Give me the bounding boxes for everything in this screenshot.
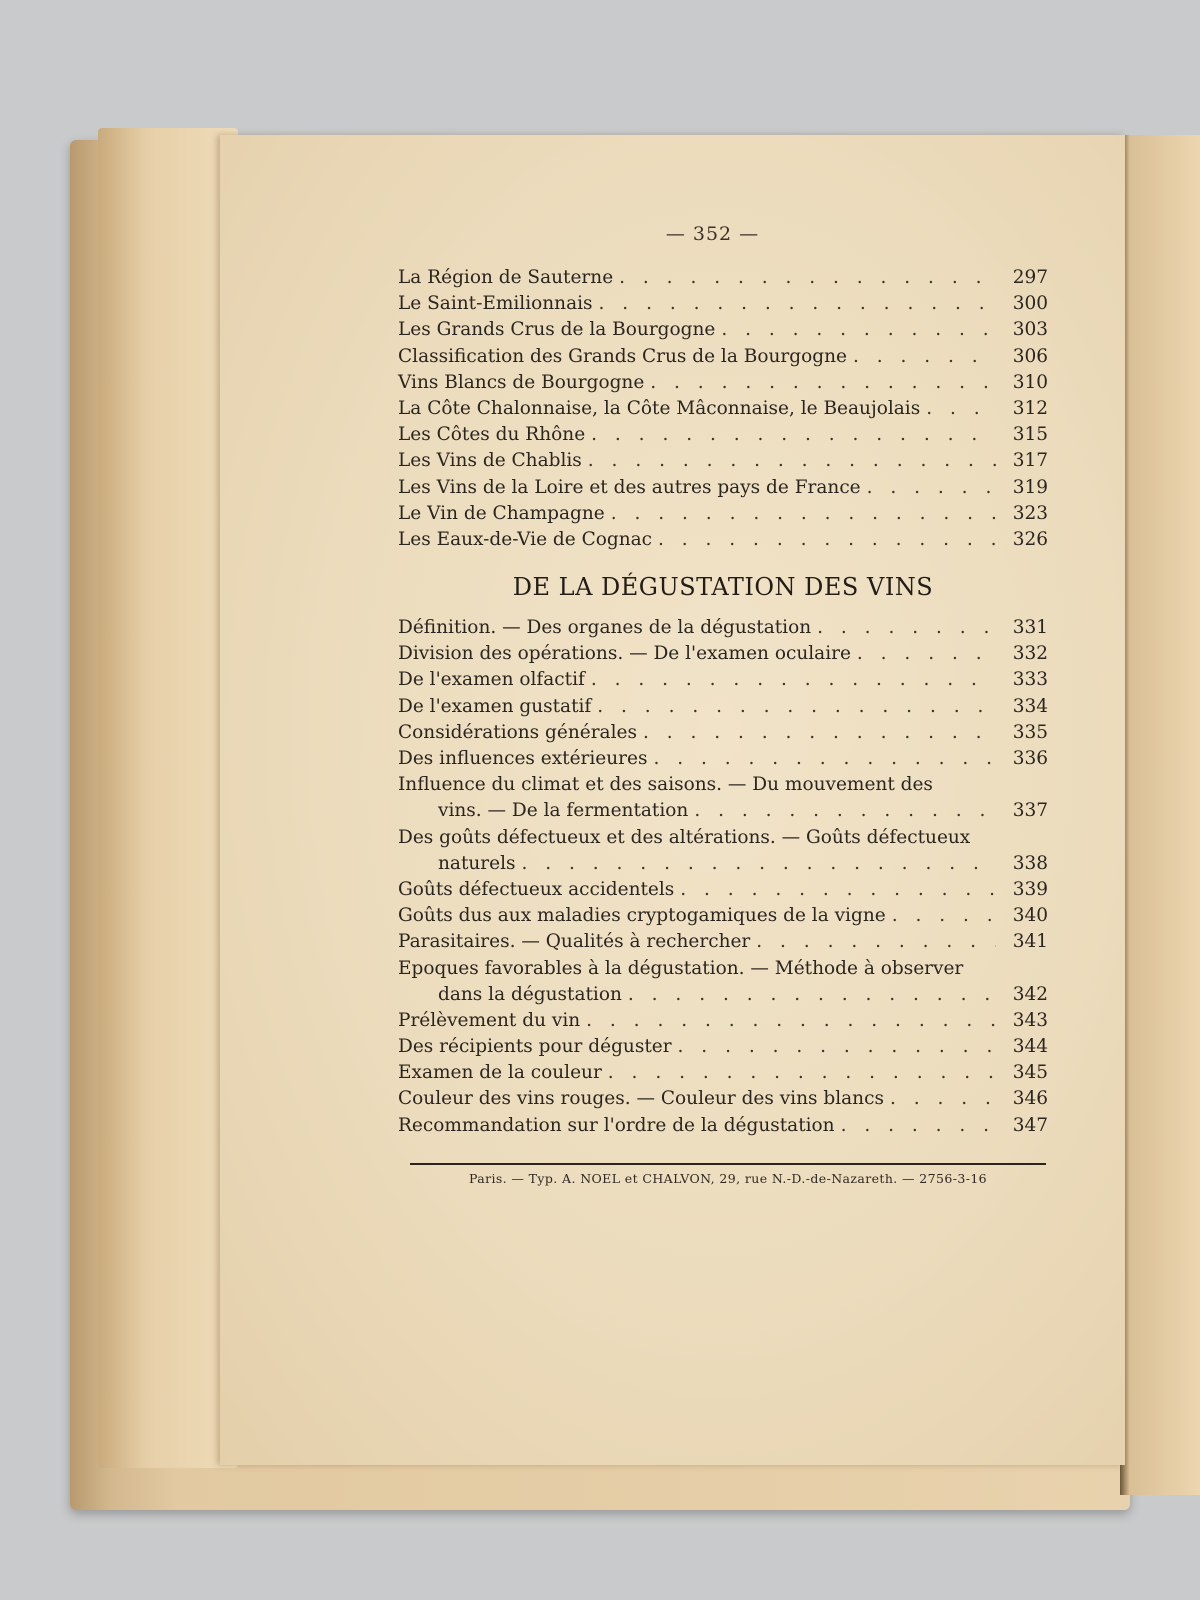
leader-dots — [841, 1113, 996, 1139]
toc-entry — [398, 370, 1048, 396]
toc-entry — [398, 1060, 1048, 1086]
toc-entry-label: Recommandation sur l'ordre de la dégustation — [398, 1114, 835, 1136]
leader-dots — [857, 641, 996, 667]
toc-entry-label: Le Saint-Emilionnais — [398, 293, 593, 315]
toc-entry-label: Les Grands Crus de la Bourgogne — [398, 319, 716, 341]
leader-dots — [611, 501, 996, 527]
toc-entry-label: Définition. — Des organes de la dégustation — [398, 617, 812, 638]
toc-entry-label: Les Eaux-de-Vie de Cognac — [398, 528, 653, 550]
leader-dots — [892, 903, 996, 929]
leader-dots — [867, 475, 996, 501]
toc-entry-label: Division des opérations. — De l'examen oculaire — [398, 643, 851, 665]
toc-entry-label-line1: Des goûts défectueux et des altérations. — Goûts défectueux — [398, 826, 971, 848]
toc-entry — [398, 903, 1048, 929]
toc-entry — [398, 1034, 1048, 1060]
toc-entry-page: 300 — [1012, 293, 1048, 315]
section-heading: DE LA DÉGUSTATION DES VINS — [512, 573, 934, 601]
toc-entry-label: Des récipients pour déguster — [398, 1036, 672, 1058]
toc-entry-page: 340 — [1012, 905, 1048, 927]
toc-entry-label: Vins Blancs de Bourgogne — [398, 371, 645, 393]
toc-entry-label: Goûts défectueux accidentels — [398, 878, 675, 900]
facing-page-edge — [1120, 135, 1200, 1495]
leader-dots — [853, 344, 996, 370]
toc-entry-label: Le Vin de Champagne — [398, 502, 605, 524]
toc-entry-label: Classification des Grands Crus de la Bourgogne — [398, 345, 847, 367]
toc-entry-page: 344 — [1012, 1036, 1048, 1058]
toc-entry — [398, 344, 1048, 370]
leader-dots — [643, 720, 996, 746]
toc-entry — [398, 265, 1048, 291]
toc-entry-page: 335 — [1012, 721, 1048, 743]
book-page — [220, 135, 1125, 1465]
back-pages — [98, 128, 238, 1468]
toc-entry-label: Des influences extérieures — [398, 747, 648, 769]
toc-entry-page: 347 — [1012, 1114, 1048, 1136]
toc-entry-page: 339 — [1012, 878, 1048, 900]
leader-dots — [619, 265, 996, 291]
leader-dots — [694, 798, 996, 824]
toc-entry-wrapped — [398, 956, 1048, 1008]
toc-entry — [398, 1113, 1048, 1139]
toc-entry-page: 333 — [1012, 669, 1048, 691]
toc-entry — [398, 929, 1048, 955]
leader-dots — [890, 1086, 996, 1112]
leader-dots — [591, 667, 996, 693]
toc-entry-page: 338 — [1012, 852, 1048, 874]
toc-entry-page: 315 — [1012, 424, 1048, 446]
toc-entry-page: 343 — [1012, 1009, 1048, 1031]
toc-entry-wrapped — [398, 772, 1048, 824]
toc-entry-page: 346 — [1012, 1088, 1048, 1110]
toc-entry-line2 — [398, 798, 1048, 824]
toc-entry-page: 337 — [1012, 800, 1048, 822]
toc-entry-page: 342 — [1012, 983, 1048, 1005]
toc-entry-page: 319 — [1012, 476, 1048, 498]
toc-entry-label-line1: Influence du climat et des saisons. — Du mouvement des — [398, 774, 933, 796]
toc-entry-label: Les Vins de la Loire et des autres pays de France — [398, 476, 861, 498]
toc-entry-page: 334 — [1012, 695, 1048, 717]
leader-dots — [628, 982, 996, 1008]
leader-dots — [817, 615, 996, 641]
toc-entry — [398, 746, 1048, 772]
leader-dots — [653, 746, 996, 772]
leader-dots — [926, 396, 996, 422]
toc-entry — [398, 1008, 1048, 1034]
toc-entry-label-line1: Epoques favorables à la dégustation. — Méthode à observer — [398, 957, 964, 979]
printer-imprint: Paris. — Typ. A. NOEL et CHALVON, 29, rue N.-D.-de-Nazareth. — 2756-3-16 — [468, 1171, 988, 1186]
toc-entry — [398, 694, 1048, 720]
toc-entry-page: 341 — [1012, 931, 1048, 953]
toc-section-2 — [398, 615, 1048, 1139]
leader-dots — [756, 929, 996, 955]
toc-entry-page: 345 — [1012, 1062, 1048, 1084]
toc-entry — [398, 396, 1048, 422]
toc-entry — [398, 615, 1048, 641]
page-number: — 352 — — [665, 223, 760, 245]
toc-entry-label: Considérations générales — [398, 721, 637, 743]
toc-entry-page: 331 — [1012, 617, 1048, 638]
toc-entry-label-line2: naturels — [438, 852, 516, 874]
toc-entry — [398, 877, 1048, 903]
toc-entry-label: La Côte Chalonnaise, la Côte Mâconnaise, le Beaujolais — [398, 397, 921, 419]
toc-entry — [398, 422, 1048, 448]
toc-entry-page: 317 — [1012, 450, 1048, 472]
toc-entry-label: De l'examen olfactif — [398, 669, 585, 691]
toc-entry — [398, 667, 1048, 693]
toc-entry — [398, 720, 1048, 746]
toc-entry — [398, 475, 1048, 501]
toc-entry — [398, 317, 1048, 343]
leader-dots — [522, 851, 997, 877]
toc-entry-page: 303 — [1012, 319, 1048, 341]
toc-entry-label-line2: dans la dégustation — [438, 983, 622, 1005]
toc-entry — [398, 527, 1048, 553]
toc-entry-label: La Région de Sauterne — [398, 267, 614, 288]
toc-entry — [398, 501, 1048, 527]
toc-entry-page: 332 — [1012, 643, 1048, 665]
toc-entry — [398, 291, 1048, 317]
toc-entry — [398, 1086, 1048, 1112]
toc-entry-page: 312 — [1012, 397, 1048, 419]
toc-entry-label: Parasitaires. — Qualités à rechercher — [398, 931, 751, 953]
toc-entry-wrapped — [398, 825, 1048, 877]
toc-entry — [398, 448, 1048, 474]
leader-dots — [658, 527, 996, 553]
leader-dots — [680, 877, 996, 903]
leader-dots — [608, 1060, 996, 1086]
leader-dots — [721, 317, 996, 343]
toc-entry-label: Couleur des vins rouges. — Couleur des vins blancs — [398, 1088, 884, 1110]
toc-entry-label: De l'examen gustatif — [398, 695, 592, 717]
leader-dots — [586, 1008, 996, 1034]
leader-dots — [588, 448, 996, 474]
toc-entry-label: Examen de la couleur — [398, 1062, 602, 1084]
toc-entry-page: 336 — [1012, 747, 1048, 769]
leader-dots — [597, 694, 996, 720]
toc-entry — [398, 641, 1048, 667]
leader-dots — [650, 370, 996, 396]
toc-entry-label: Prélèvement du vin — [398, 1009, 581, 1031]
toc-entry-label: Goûts dus aux maladies cryptogamiques de la vigne — [398, 905, 886, 927]
leader-dots — [599, 291, 996, 317]
footer-rule — [410, 1163, 1046, 1165]
toc-entry-line2 — [398, 982, 1048, 1008]
toc-entry-page: 323 — [1012, 502, 1048, 524]
leader-dots — [678, 1034, 996, 1060]
toc-entry-page: 326 — [1012, 528, 1048, 550]
toc-entry-page: 306 — [1012, 345, 1048, 367]
toc-entry-page: 297 — [1012, 267, 1048, 288]
toc-section-1 — [398, 265, 1048, 553]
toc-entry-label-line2: vins. — De la fermentation — [438, 800, 689, 822]
leader-dots — [591, 422, 996, 448]
toc-entry-page: 310 — [1012, 371, 1048, 393]
toc-entry-label: Les Vins de Chablis — [398, 450, 582, 472]
toc-entry-line2 — [398, 851, 1048, 877]
toc-entry-label: Les Côtes du Rhône — [398, 424, 586, 446]
